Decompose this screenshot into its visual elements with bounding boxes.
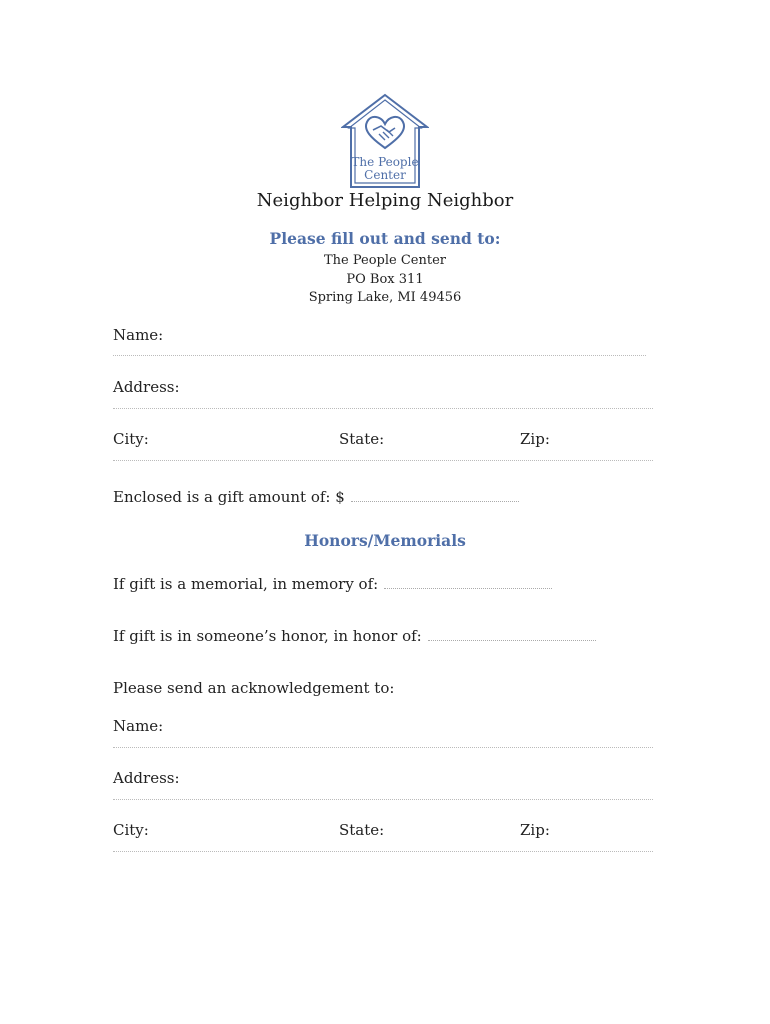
gift-amount-label: Enclosed is a gift amount of: $ [113,488,345,506]
house-heart-handshake-icon [341,93,429,189]
ack-city-state-zip-field[interactable] [113,851,653,852]
memorial-row [113,575,552,593]
honor-label: If gift is in someone’s honor, in honor of: [113,627,422,645]
send-to-heading: Please fill out and send to: [269,229,501,248]
ack-state-label: State: [339,821,385,839]
donor-city-label: City: [113,430,149,448]
logo-text-line1: The People [351,155,419,169]
ack-name-field[interactable] [113,747,653,748]
memorial-label: If gift is a memorial, in memory of: [113,575,379,593]
donor-state-label: State: [339,430,385,448]
ack-city-label: City: [113,821,149,839]
gift-amount-field[interactable] [351,500,519,502]
donor-address-field[interactable] [113,408,653,409]
donor-name-label: Name: [113,326,164,344]
acknowledgement-label: Please send an acknowledgement to: [113,679,395,697]
donor-name-field[interactable] [113,355,646,356]
ack-name-label: Name: [113,717,164,735]
honors-memorials-heading: Honors/Memorials [304,531,466,550]
donor-address-label: Address: [113,378,180,396]
honor-field[interactable] [428,639,596,641]
ack-zip-label: Zip: [520,821,550,839]
ack-address-field[interactable] [113,799,653,800]
logo-text-line2: Center [364,168,406,182]
page-title: Neighbor Helping Neighbor [256,190,514,211]
memorial-field[interactable] [384,587,552,589]
mailing-name: The People Center [323,253,446,268]
ack-address-label: Address: [113,769,180,787]
organization-logo [341,93,429,189]
mailing-po-box: PO Box 311 [346,272,424,287]
honor-row [113,627,596,645]
donor-city-state-zip-field[interactable] [113,460,653,461]
gift-amount-row [113,488,519,506]
donor-zip-label: Zip: [520,430,550,448]
mailing-city: Spring Lake, MI 49456 [308,290,462,305]
